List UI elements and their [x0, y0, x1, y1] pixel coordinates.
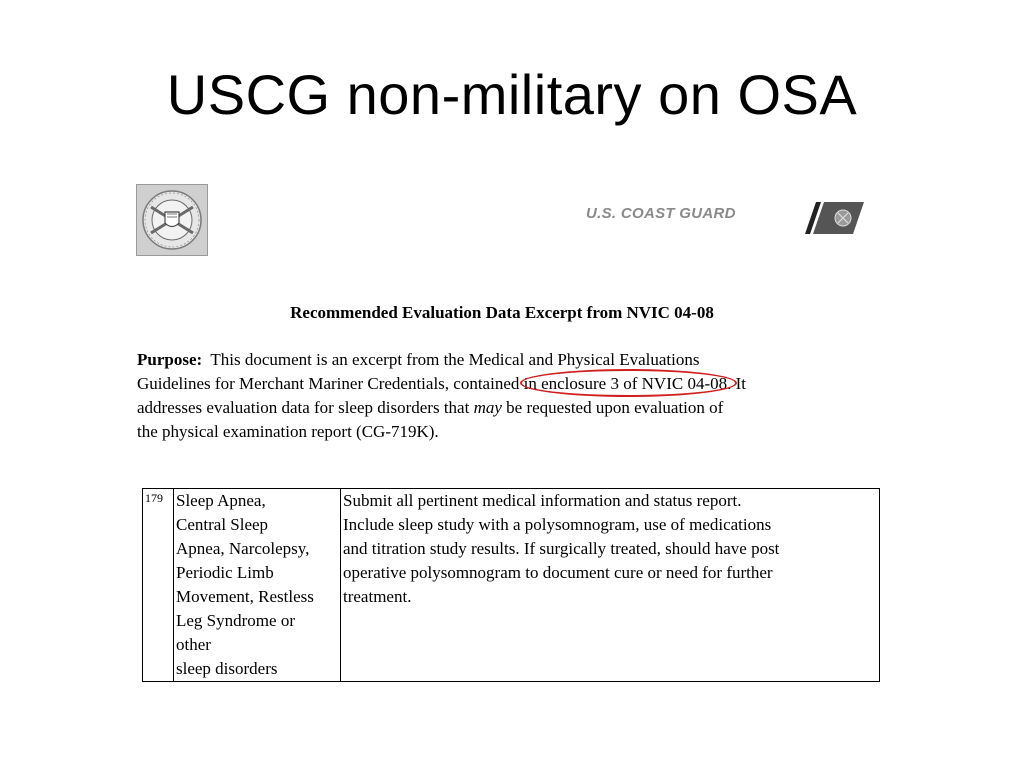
red-circle-annotation: [520, 369, 737, 397]
condition-line: Central Sleep: [176, 515, 269, 534]
condition-line: Periodic Limb: [176, 563, 274, 582]
requirement-line: treatment.: [343, 587, 412, 606]
purpose-text-2-pre: Guidelines for Merchant Mariner Credentials, contained i: [137, 374, 529, 393]
coast-guard-seal-icon: [136, 184, 208, 256]
condition-line: other: [176, 635, 211, 654]
requirement-line: Submit all pertinent medical information and status report.: [343, 491, 742, 510]
purpose-line-1: [137, 348, 877, 372]
condition-line: Apnea, Narcolepsy,: [176, 539, 310, 558]
circled-reference: [528, 374, 727, 393]
purpose-paragraph: [137, 348, 877, 444]
purpose-line-4: the physical examination report (CG-719K).: [137, 422, 439, 441]
condition-line: Leg Syndrome or: [176, 611, 295, 630]
item-number: 179: [143, 489, 174, 682]
requirement-line: operative polysomnogram to document cure or need for further: [343, 563, 773, 582]
slide-title: USCG non-military on OSA: [166, 63, 858, 126]
condition-line: Sleep Apnea,: [176, 491, 266, 510]
brand-text: U.S. COAST GUARD: [586, 205, 736, 222]
requirement-line: Include sleep study with a polysomnogram, use of medications: [343, 515, 772, 534]
purpose-text-3-em: may: [473, 398, 502, 417]
purpose-label: Purpose:: [137, 350, 203, 369]
requirements-table: [142, 488, 880, 682]
coast-guard-brand: [586, 200, 866, 236]
purpose-text-2-post: . It: [727, 374, 746, 393]
condition-line: sleep disorders: [176, 659, 278, 678]
purpose-text-1: This document is an excerpt from the Medical and Physical Evaluations: [210, 350, 700, 369]
purpose-line-3: [137, 396, 877, 420]
purpose-text-3-post: be requested upon evaluation of: [501, 398, 724, 417]
condition-line: Movement, Restless: [176, 587, 314, 606]
coast-guard-racing-stripe-icon: [804, 200, 866, 236]
document-heading: Recommended Evaluation Data Excerpt from NVIC 04-08: [290, 303, 714, 322]
purpose-text-3-pre: addresses evaluation data for sleep disorders that: [137, 398, 474, 417]
purpose-text-2-circled: n enclosure 3 of NVIC 04-08: [528, 374, 728, 393]
requirement-line: and titration study results. If surgically treated, should have post: [343, 539, 780, 558]
condition-cell: [174, 489, 341, 682]
purpose-line-2: [137, 372, 877, 396]
requirement-cell: [341, 489, 880, 682]
table-row: [143, 489, 880, 682]
